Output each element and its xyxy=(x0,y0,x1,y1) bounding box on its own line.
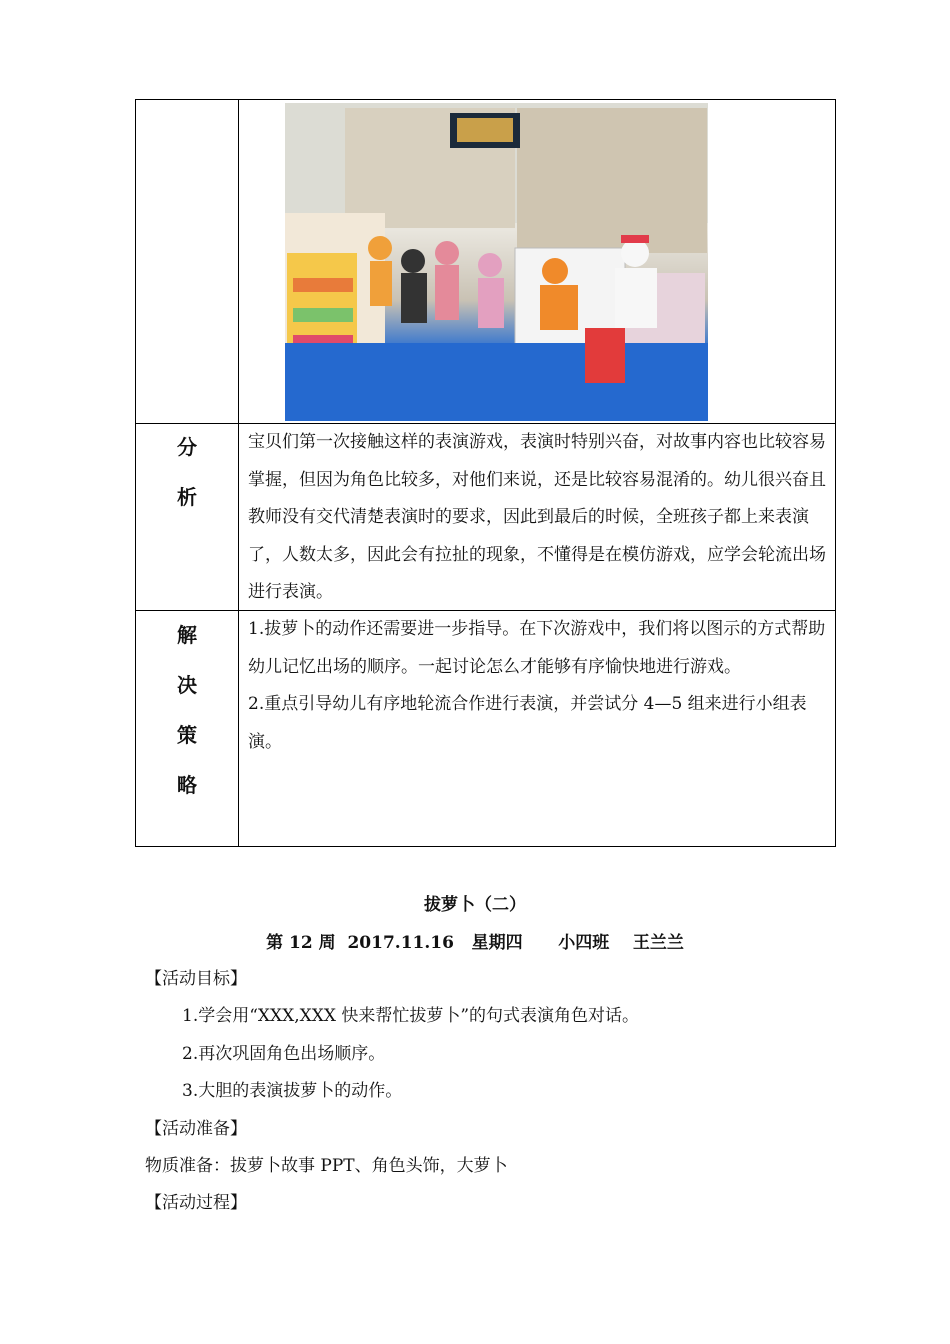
process-heading: 【活动过程】 xyxy=(145,1193,247,1213)
strategy-label-char: 解 xyxy=(177,623,197,647)
goal-item: 2.再次巩固角色出场顺序。 xyxy=(182,1044,386,1064)
strategy-item: 1.拔萝卜的动作还需要进一步指导。在下次游戏中，我们将以图示的方式帮助幼儿记忆出场的顺序。一起讨论怎么才能够有序愉快地进行游戏。 xyxy=(248,619,826,677)
prep-text: 物质准备：拔萝卜故事 PPT、角色头饰，大萝卜 xyxy=(145,1156,508,1176)
goal-item: 1.学会用“XXX,XXX 快来帮忙拔萝卜”的句式表演角色对话。 xyxy=(182,1006,640,1026)
strategy-item: 2.重点引导幼儿有序地轮流合作进行表演，并尝试分 4—5 组来进行小组表演。 xyxy=(248,694,807,752)
goals-heading: 【活动目标】 xyxy=(145,969,247,989)
strategy-label xyxy=(135,620,239,800)
lesson-subtitle: 第 12 周 2017.11.16 星期四 小四班 王兰兰 xyxy=(266,933,684,953)
analysis-label xyxy=(135,432,239,512)
strategy-label-char: 决 xyxy=(177,673,197,697)
lesson-title: 拔萝卜（二） xyxy=(424,895,526,915)
strategy-label-char: 略 xyxy=(177,773,197,797)
strategy-label-char: 策 xyxy=(177,723,197,747)
analysis-paragraph: 宝贝们第一次接触这样的表演游戏，表演时特别兴奋，对故事内容也比较容易掌握，但因为角色比较多，对他们来说，还是比较容易混淆的。幼儿很兴奋且教师没有交代清楚表演时的要求，因此到最后的时候，全班孩子都上来表演了，人数太多，因此会有拉扯的现象，不懂得是在模仿游戏，应学会轮流出场进行表演。 xyxy=(248,432,826,602)
children-performing-illustration xyxy=(285,103,708,421)
prep-heading: 【活动准备】 xyxy=(145,1119,247,1139)
classroom-photo xyxy=(285,103,708,421)
analysis-label-char: 析 xyxy=(177,485,197,509)
goal-item: 3.大胆的表演拔萝卜的动作。 xyxy=(182,1081,403,1101)
analysis-label-char: 分 xyxy=(177,435,197,459)
analysis-text xyxy=(248,424,828,612)
strategy-text xyxy=(248,611,828,761)
